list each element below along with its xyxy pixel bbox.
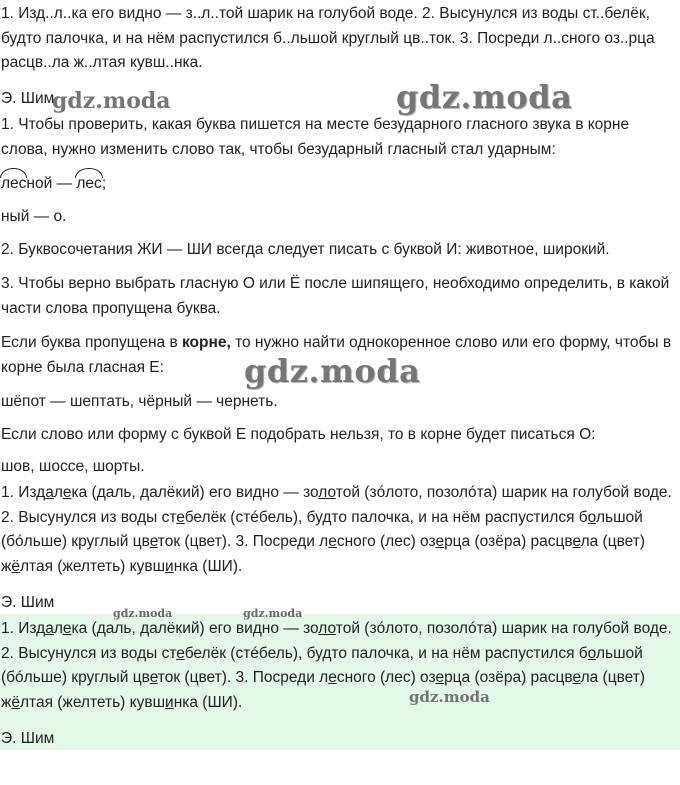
answer-author-highlighted: Э. Шим xyxy=(1,730,55,747)
rule-2: 2. Буквосочетания ЖИ — ШИ всегда следует писать с буквой И: животное, широкий. xyxy=(1,241,610,258)
answer-text-highlighted: 1. Издалека (даль, далёкий) его видно — золотой (зóлото, позолóта) шарик на голубой воде. 2. Высунулся из воды стебелёк (стéбель), будто палочка, и на нём распустился большой (бóльше) круглый цветок (цвет). 3. Посреди лесного (лес) озерца (озёра) расцвела (цвет) жёлтая (желтеть) кувшинка (ШИ). xyxy=(1,620,672,711)
root-mark: лес xyxy=(76,172,101,197)
task-text: 1. Изд..л..ка его видно — з..л..той шарик на голубой воде. 2. Высунулся из воды ст..белёк, будто палочка, и на нём распустился б..льшой круглый цв..ток. 3. Посреди л..сного оз..рца расцв..ла ж..лтая кувш..нка. xyxy=(1,5,655,71)
answer-text: 1. Издалека (даль, далёкий) его видно — золотой (зóлото, позолóта) шарик на голубой воде. 2. Высунулся из воды стебелёк (стéбель), будто палочка, и на нём распустился большой (бóльше) круглый цветок (цвет). 3. Посреди лесного (лес) озерца (озёра) расцвела (цвет) жёлтая (желтеть) кувшинка (ШИ). xyxy=(1,484,672,575)
example-shov: шов, шоссе, шорты. xyxy=(1,458,145,475)
watermark: gdz.moda xyxy=(244,352,421,390)
rule-1: 1. Чтобы проверить, какая буква пишется на месте безударного гласного звука в корне слова, нужно изменить слово так, чтобы безударный гласный стал ударным: xyxy=(1,116,630,158)
example-ending: ный — о. xyxy=(1,208,67,225)
watermark: gdz.moda xyxy=(396,78,573,116)
rule-5: Если слово или форму с буквой Е подобрать нельзя, то в корне будет писаться О: xyxy=(1,426,596,443)
rule-4: Если буква пропущена в корне, то нужно найти однокоренное слово или его форму, чтобы в корне была гласная Е: xyxy=(1,334,672,376)
watermark: gdz.moda xyxy=(52,88,171,114)
example-root-check: лесной — лес; xyxy=(1,172,678,197)
root-mark: лес xyxy=(1,172,26,197)
watermark: gdz.moda xyxy=(113,607,173,620)
example-shepot: шёпот — шептать, чёрный — чернеть. xyxy=(1,393,278,410)
task-author: Э. Шим xyxy=(1,90,55,107)
answer-author: Э. Шим xyxy=(1,594,55,611)
watermark: gdz.moda xyxy=(243,607,303,620)
rule-3: 3. Чтобы верно выбрать гласную О или Ё после шипящего, необходимо определить, в какой части слова пропущена буква. xyxy=(1,275,670,317)
watermark: gdz.moda xyxy=(409,688,490,706)
